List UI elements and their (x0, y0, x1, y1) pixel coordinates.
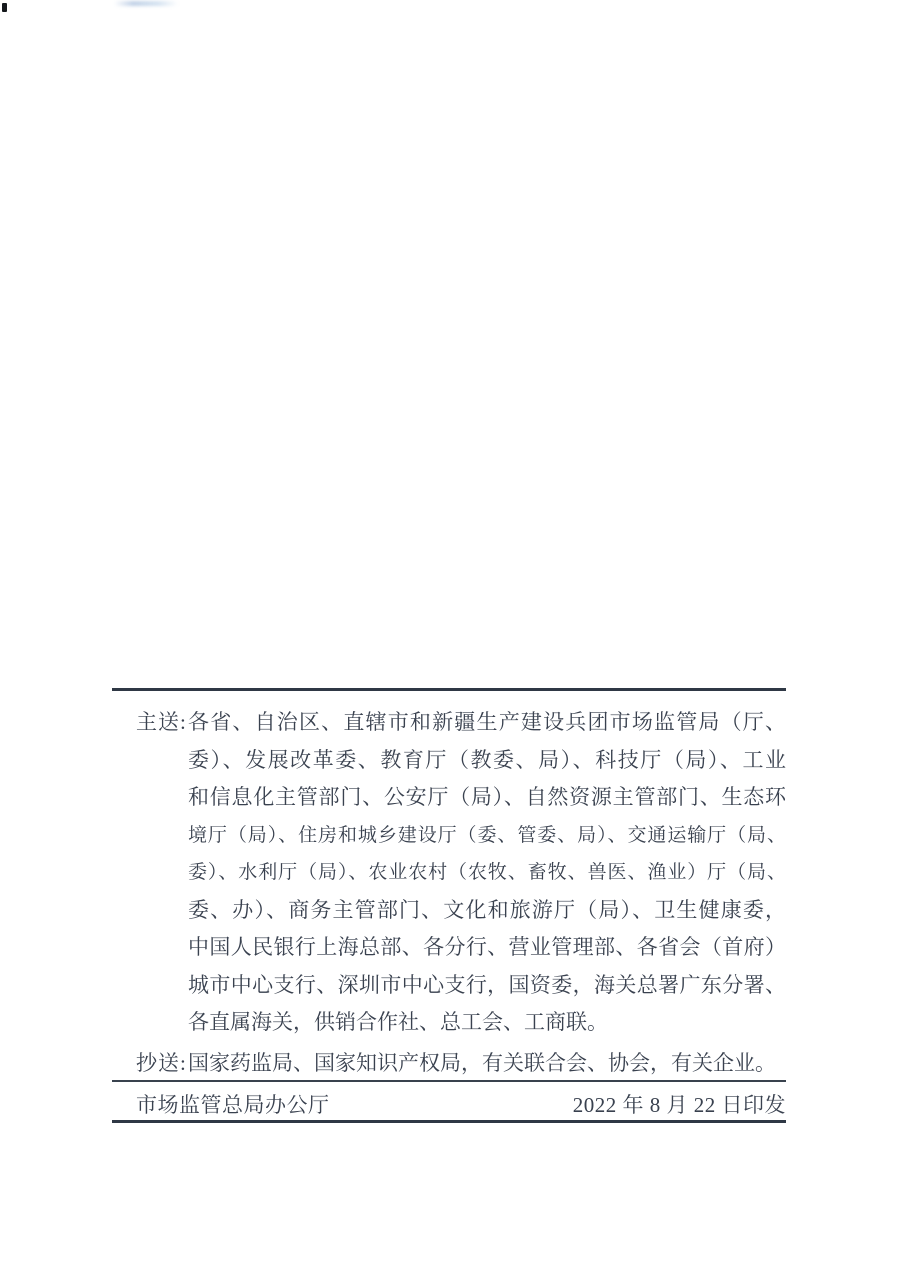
distribution-line-6: 委、办）、商务主管部门、文化和旅游厅（局）、卫生健康委， (188, 897, 786, 922)
distribution-line-5: 委）、水利厅（局）、农业农村（农牧、畜牧、兽医、渔业）厅（局、 (188, 862, 786, 883)
copy-distribution-label: 抄送: (136, 1050, 187, 1075)
main-distribution-row (112, 704, 786, 1042)
main-distribution-body (188, 704, 786, 1042)
distribution-line-8: 城市中心支行、深圳市中心支行，国资委，海关总署广东分署、 (188, 972, 786, 997)
distribution-line-4: 境厅（局）、住房和城乡建设厅（委、管委、局）、交通运输厅（局、 (188, 824, 786, 846)
copy-distribution-line: 国家药监局、国家知识产权局，有关联合会、协会，有关企业。 (188, 1050, 776, 1075)
distribution-line-2: 委）、发展改革委、教育厅（教委、局）、科技厅（局）、工业 (188, 747, 786, 772)
issuing-office: 市场监管总局办公厅 (136, 1092, 330, 1117)
main-distribution-label: 主送: (136, 710, 187, 734)
scan-blue-streak (114, 1, 178, 6)
print-date: 2022 年 8 月 22 日印发 (572, 1092, 786, 1117)
divider-top (112, 688, 786, 691)
divider-middle (112, 1080, 786, 1082)
distribution-block (112, 688, 786, 1123)
distribution-line-1: 各省、自治区、直辖市和新疆生产建设兵团市场监管局（厅、 (188, 710, 786, 734)
copy-distribution-row (112, 1048, 786, 1078)
colophon-row (112, 1091, 786, 1119)
copy-distribution-body (188, 1048, 786, 1078)
divider-bottom (112, 1120, 786, 1123)
scan-corner-mark (2, 3, 7, 12)
distribution-line-3: 和信息化主管部门、公安厅（局）、自然资源主管部门、生态环 (188, 785, 786, 809)
distribution-line-9: 各直属海关，供销合作社、总工会、工商联。 (188, 1010, 608, 1034)
distribution-line-7: 中国人民银行上海总部、各分行、营业管理部、各省会（首府） (188, 935, 786, 959)
